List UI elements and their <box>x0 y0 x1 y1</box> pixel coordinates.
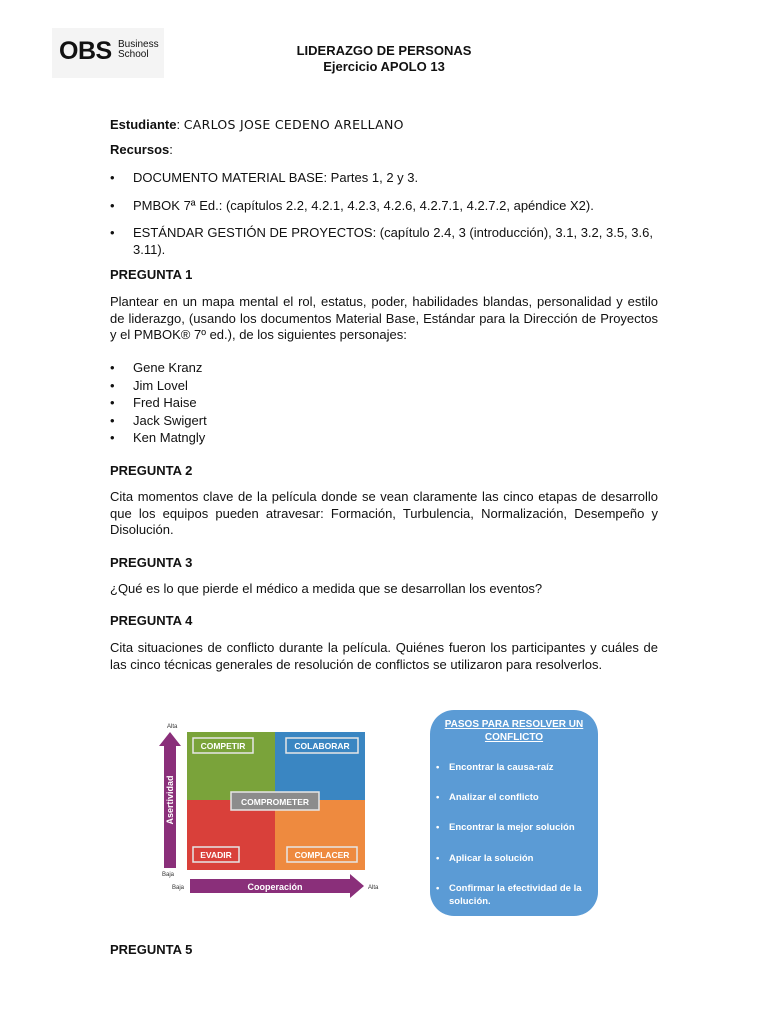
question-4-text: Cita situaciones de conflicto durante la película. Quiénes fueron los participantes y cuáles de las cinco técnicas generales de resolución de conflictos se utilizaron para resolverlos. <box>110 640 658 672</box>
bullet-icon: • <box>436 883 440 894</box>
steps-title <box>430 718 598 744</box>
question-1-title: PREGUNTA 1 <box>110 267 193 282</box>
doc-title: LIDERAZGO DE PERSONAS <box>296 43 472 58</box>
bullet-icon: • <box>436 822 440 833</box>
bullet-icon: • <box>436 792 440 803</box>
person-item: Jim Lovel <box>133 378 188 393</box>
x-axis-label: Cooperación <box>247 882 303 892</box>
question-2-text: Cita momentos clave de la película donde se vean claramente las cinco etapas de desarrollo que los equipos pueden atravesar: Formación, Turbulencia, Normalización, Desempeño y Disolución. <box>110 489 658 537</box>
conflict-steps-panel <box>430 710 598 916</box>
question-3-title: PREGUNTA 3 <box>110 555 193 570</box>
student-label: Estudiante <box>110 117 177 132</box>
y-axis-low-label: Baja <box>162 872 175 878</box>
resource-item: DOCUMENTO MATERIAL BASE: Partes 1, 2 y 3. <box>133 170 419 185</box>
question-2-title: PREGUNTA 2 <box>110 463 193 478</box>
step-label: Encontrar la causa-raíz <box>449 762 554 773</box>
logo-brand: OBS <box>59 37 112 65</box>
doc-subtitle: Ejercicio APOLO 13 <box>323 59 445 74</box>
step-label: Aplicar la solución <box>449 853 534 864</box>
label-comprometer: COMPROMETER <box>241 797 309 807</box>
bullet-icon: • <box>110 225 115 240</box>
bullet-icon: • <box>110 395 115 410</box>
bullet-icon: • <box>436 853 440 864</box>
label-colaborar: COLABORAR <box>294 741 350 751</box>
label-evadir: EVADIR <box>200 850 232 860</box>
x-axis-low-label: Baja <box>172 885 185 891</box>
bullet-icon: • <box>110 170 115 185</box>
person-item: Fred Haise <box>133 395 197 410</box>
question-1-text: Plantear en un mapa mental el rol, estatus, poder, habilidades blandas, personalidad y estilo de liderazgo, (usando los documentos Material Base, Estándar para la Dirección de Proyectos y el PMBOK® 7º ed.), de los siguientes personajes: <box>110 294 658 342</box>
person-item: Ken Matngly <box>133 430 206 445</box>
bullet-icon: • <box>110 198 115 213</box>
step-label: Encontrar la mejor solución <box>449 822 575 833</box>
resource-item: PMBOK 7ª Ed.: (capítulos 2.2, 4.2.1, 4.2.3, 4.2.6, 4.2.7.1, 4.2.7.2, apéndice X2). <box>133 198 594 213</box>
logo-sub-line1: Business <box>118 39 159 50</box>
logo-sub-line2: School <box>118 49 149 60</box>
resources-label: Recursos <box>110 142 170 157</box>
student-line: Estudiante: CARLOS JOSE CEDENO ARELLANO <box>110 117 404 132</box>
bullet-icon: • <box>110 378 115 393</box>
x-axis-high-label: Alta <box>368 885 379 891</box>
conflict-matrix-figure <box>150 718 390 908</box>
question-5-title: PREGUNTA 5 <box>110 942 193 957</box>
step-label: Confirmar la efectividad de la solución. <box>449 883 582 907</box>
student-name: CARLOS JOSE CEDENO ARELLANO <box>183 117 404 132</box>
bullet-icon: • <box>110 360 115 375</box>
y-axis-label: Asertividad <box>165 775 175 825</box>
person-item: Jack Swigert <box>133 413 207 428</box>
label-competir: COMPETIR <box>200 741 246 751</box>
bullet-icon: • <box>110 430 115 445</box>
person-item: Gene Kranz <box>133 360 203 375</box>
question-3-text: ¿Qué es lo que pierde el médico a medida que se desarrollan los eventos? <box>110 581 543 596</box>
question-4-title: PREGUNTA 4 <box>110 613 193 628</box>
steps-title-line1: PASOS PARA RESOLVER UN <box>444 719 584 730</box>
resources-heading: Recursos: <box>110 142 173 157</box>
label-complacer: COMPLACER <box>294 850 350 860</box>
step-label: Analizar el conflicto <box>449 792 539 803</box>
resource-item: ESTÁNDAR GESTIÓN DE PROYECTOS: (capítulo 2.4, 3 (introducción), 3.1, 3.2, 3.5, 3.6, 3.11). <box>133 225 653 257</box>
steps-title-line2: CONFLICTO <box>484 732 544 743</box>
bullet-icon: • <box>110 413 115 428</box>
y-axis-high-label: Alta <box>167 724 178 730</box>
bullet-icon: • <box>436 762 440 773</box>
